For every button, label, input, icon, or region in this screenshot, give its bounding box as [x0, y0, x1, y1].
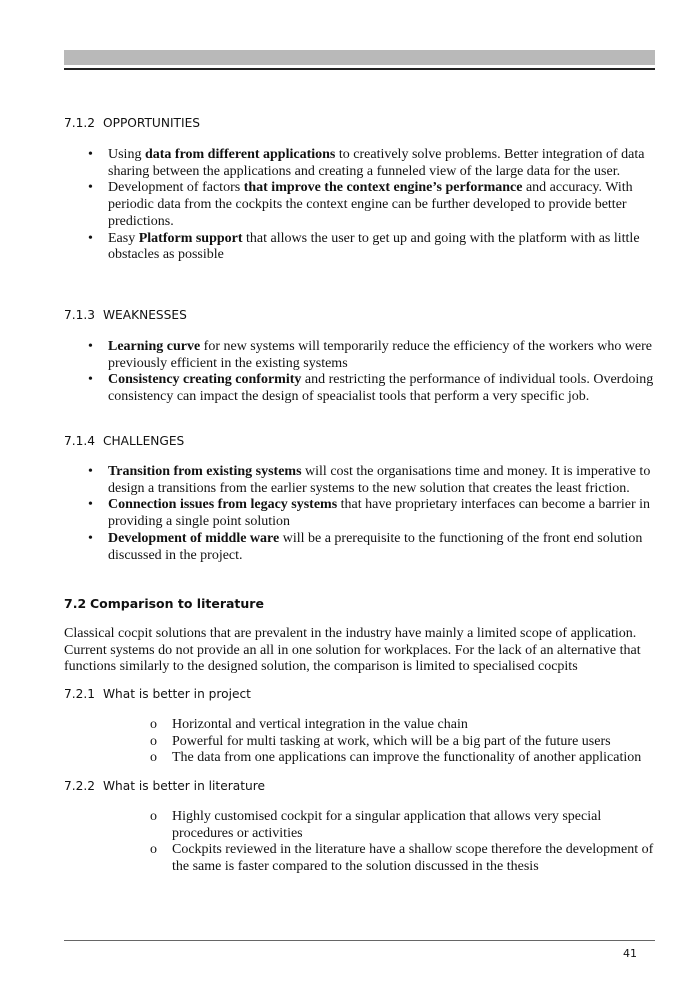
footer-rule — [64, 940, 655, 941]
challenges-list — [86, 464, 656, 564]
item-text: to creatively solve problems. Better integration of data sharing between the applications and creating a funneled view of the large data for the user. — [108, 147, 645, 179]
item-text: for new systems will temporarily reduce the efficiency of the workers who were previously efficient in the existing systems — [108, 339, 653, 371]
header-bar — [64, 50, 655, 65]
heading-better-in-literature — [64, 778, 265, 794]
heading-title: What is better in project — [103, 687, 251, 701]
header-rule — [64, 68, 655, 70]
heading-comparison — [64, 596, 264, 612]
heading-number: 7.1.3 — [64, 308, 96, 322]
list-item — [86, 339, 656, 372]
item-emphasis: Development of middle ware — [108, 530, 280, 546]
item-text: Using — [108, 147, 145, 162]
list-item: o Horizontal and vertical integration in the value chain — [148, 717, 656, 734]
heading-number: 7.2.2 — [64, 779, 96, 793]
item-text: and restricting the performance of individual tools. Overdoing consistency can impact the design of speacialist tools that perform a very specific job. — [108, 372, 654, 405]
list-item: o Powerful for multi tasking at work, which will be a big part of the future users — [148, 734, 656, 751]
list-item — [86, 231, 656, 264]
heading-weaknesses — [64, 307, 187, 323]
better-in-literature-list — [148, 809, 656, 876]
item-text: Easy — [108, 230, 139, 246]
item-text: and accuracy. With periodic data from the cockpits the context engine can be further developed to provide better predictions. — [108, 180, 633, 229]
heading-number: 7.2 — [64, 596, 87, 611]
list-item: o Cockpits reviewed in the literature have a shallow scope therefore the development of the same is faster compared to the solution discussed in the thesis — [148, 842, 656, 875]
heading-number: 7.2.1 — [64, 687, 96, 701]
list-item — [86, 464, 656, 497]
item-text: that allows the user to get up and going with the platform with as little obstacles as possible — [108, 230, 640, 263]
list-item — [86, 497, 656, 530]
list-item — [86, 180, 656, 230]
weaknesses-list — [86, 339, 656, 406]
item-emphasis: Transition from existing systems — [108, 464, 302, 479]
heading-opportunities — [64, 115, 200, 131]
list-item: o The data from one applications can improve the functionality of another application — [148, 750, 656, 767]
heading-number: 7.1.4 — [64, 434, 96, 448]
heading-title: WEAKNESSES — [103, 308, 187, 322]
heading-better-in-project — [64, 686, 251, 702]
list-item — [86, 372, 656, 405]
item-emphasis: data from different applications — [144, 147, 336, 162]
page-number: 41 — [623, 947, 637, 960]
item-emphasis: that improve the context engine’s performance — [243, 180, 523, 196]
item-emphasis: Platform support — [138, 230, 243, 246]
item-emphasis: Connection issues from legacy systems — [108, 497, 338, 513]
list-item — [86, 147, 656, 180]
heading-title: CHALLENGES — [103, 434, 185, 448]
heading-challenges — [64, 433, 184, 449]
list-item: o Highly customised cockpit for a singular application that allows very special procedures or activities — [148, 809, 656, 842]
comparison-paragraph: Classical cocpit solutions that are prevalent in the industry have mainly a limited scope of application. Current systems do not provide an all in one solution for workplaces. For the lack of an alternative that functions similarly to the designed solution, the comparison is limited to specialised cocpits — [64, 626, 641, 675]
better-in-project-list — [148, 717, 656, 767]
list-item — [86, 531, 656, 564]
heading-title: What is better in literature — [103, 779, 265, 793]
item-text: will be a prerequisite to the functioning of the front end solution discussed in the project. — [108, 530, 643, 563]
item-text: that have proprietary interfaces can become a barrier in providing a single point solution — [108, 497, 651, 530]
item-text: Development of factors — [108, 180, 244, 196]
heading-title: Comparison to literature — [90, 596, 264, 611]
heading-title: OPPORTUNITIES — [103, 116, 201, 130]
item-text: will cost the organisations time and money. It is imperative to design a transitions from the earlier systems to the new solution that creates the least friction. — [108, 464, 651, 496]
item-emphasis: Learning curve — [108, 339, 201, 354]
opportunities-list — [86, 147, 656, 264]
heading-number: 7.1.2 — [64, 116, 96, 130]
item-emphasis: Consistency creating conformity — [108, 372, 302, 388]
